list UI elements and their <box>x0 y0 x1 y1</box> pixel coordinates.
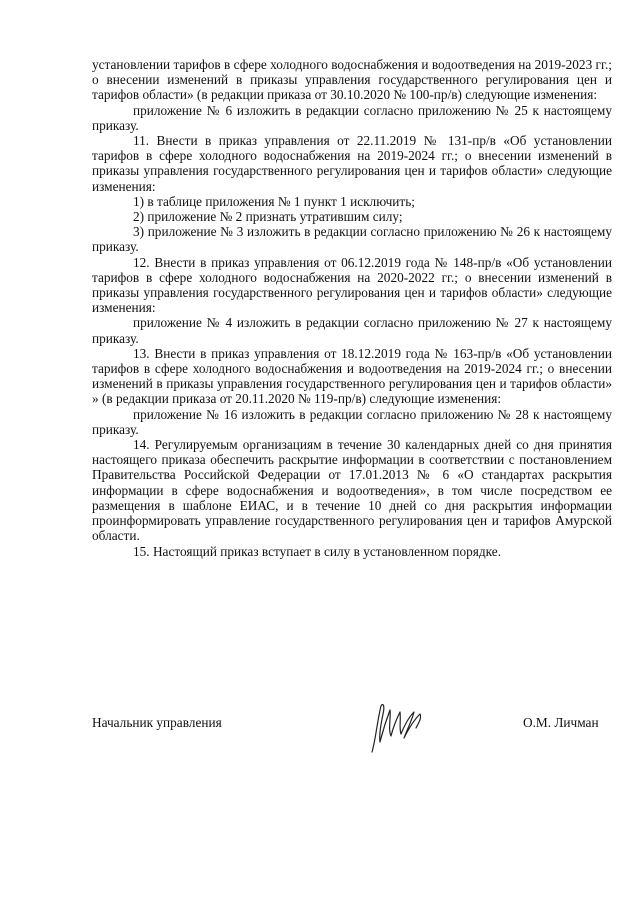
signatory-title: Начальник управления <box>92 715 222 730</box>
document-body <box>92 57 612 559</box>
paragraph-item-14: 14. Регулируемым организациям в течение 30 календарных дней со дня принятия настоящего приказа обеспечить раскрытие информации в соответствии с постановлением Правительства Российской Федерации от 17.01.2013 № 6 «О стандартах раскрытия информации в сфере водоснабжения и водоотведения», в том числе посредством ее размещения в шаблоне ЕИАС, и в течение 10 дней со дня раскрытия информации проинформировать управление государственного регулирования цен и тарифов Амурской области. <box>92 437 612 544</box>
paragraph-item-12: 12. Внести в приказ управления от 06.12.2019 года № 148-пр/в «Об установлении тарифов в сфере холодного водоснабжения на 2020-2022 гг.; о внесении изменений в приказы управления государственного регулирования цен и тарифов области» следующие изменения: <box>92 254 612 316</box>
paragraph-continuation: установлении тарифов в сфере холодного водоснабжения и водоотведения на 2019-2023 гг.; о внесении изменений в приказы управления государственного регулирования цен и тарифов области» (в редакции приказа от 30.10.2020 № 100-пр/в) следующие изменения: <box>92 57 612 103</box>
paragraph: приложение № 4 изложить в редакции согласно приложению № 27 к настоящему приказу. <box>92 315 612 346</box>
signatory-name: О.М. Личман <box>523 715 599 730</box>
paragraph-item-15: 15. Настоящий приказ вступает в силу в установленном порядке. <box>133 543 502 559</box>
paragraph: приложение № 16 изложить в редакции согласно приложению № 28 к настоящему приказу. <box>92 406 612 437</box>
paragraph: 1) в таблице приложения № 1 пункт 1 исключить; <box>133 193 415 209</box>
paragraph: приложение № 6 изложить в редакции согласно приложению № 25 к настоящему приказу. <box>92 102 612 133</box>
handwritten-signature <box>362 694 442 756</box>
paragraph-item-11: 11. Внести в приказ управления от 22.11.2019 № 131-пр/в «Об установлении тарифов в сфере холодного водоснабжения на 2019-2024 гг.; о внесении изменений в приказы управления государственного регулирования цен и тарифов области» следующие изменения: <box>92 133 612 194</box>
paragraph: 2) приложение № 2 признать утратившим силу; <box>133 209 403 225</box>
paragraph-item-13: 13. Внести в приказ управления от 18.12.2019 года № 163-пр/в «Об установлении тарифов в сфере холодного водоснабжения и водоотведения на 2019-2024 гг.; о внесении изменений в приказы управления государственного регулирования цен и тарифов области» » (в редакции приказа от 20.11.2020 № 119-пр/в) следующие изменения: <box>92 345 612 407</box>
paragraph: 3) приложение № 3 изложить в редакции согласно приложению № 26 к настоящему приказу. <box>92 224 612 255</box>
